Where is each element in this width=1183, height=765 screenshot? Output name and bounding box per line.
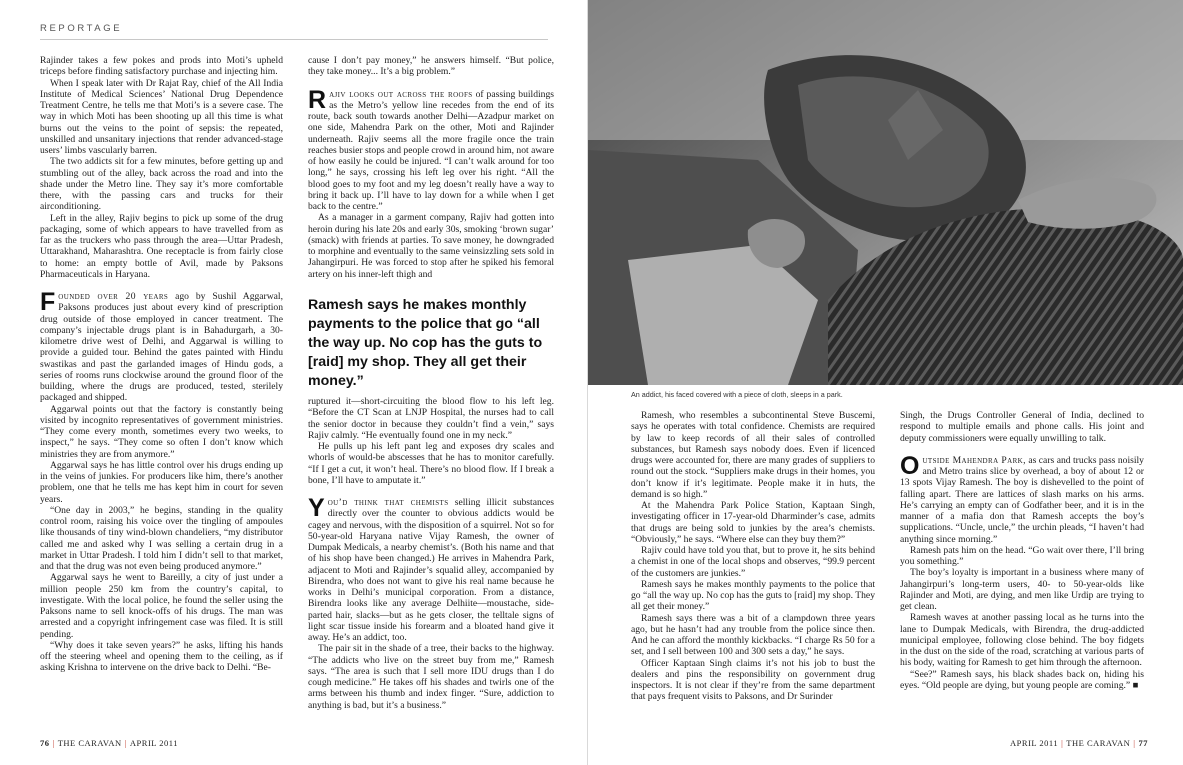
page-number: 76	[40, 738, 50, 748]
article-column-1	[40, 55, 283, 750]
paragraph: Ramesh says there was a bit of a clampdown three years ago, but he hasn’t had any trouble from the police since then. And he can afford the monthly kickbacks. “I charge Rs 50 for a set, and I sell between 100 and 300 sets a day,” he says.	[631, 612, 875, 658]
paragraph-body: “See?” Ramesh says, his black shades back on, hiding his eyes. “Old people are dying, but young people are coming.”	[900, 668, 1144, 691]
paragraph: The pair sit in the shade of a tree, their backs to the highway. “The addicts who live on the street buy from me,” Ramesh says. “The area is such that I sell more IDU drugs than I do cough medicine.” He takes off his shades and twirls one of the arms between his thumb and index finger. “Sure, addiction to anything is bad, but it’s a business.”	[308, 643, 554, 711]
paragraph: He pulls up his left pant leg and exposes dry scales and whorls of would-be abscesses that he has to monitor carefully. “If I get a cut, it won’t heal. There’s no blood flow. If I break a bone, I’ll have to amputate it.”	[308, 441, 554, 486]
paragraph: The boy’s loyalty is important in a business where many of Jahangirpuri’s long-term users, 40- to 50-year-olds like Rajinder and Moti, are dying, and men like Urdip are trying to get clean.	[900, 567, 1144, 612]
article-column-3	[631, 410, 875, 730]
paragraph: Aggarwal says he went to Bareilly, a city of just under a million people 250 km from the country’s capital, to investigate. With the local police, he found the seller using the Paksons name to sell knock-offs of his drugs. The man was arrested and a copyright infringement case was filed. It is still pending.	[40, 572, 283, 640]
end-mark-icon: ■	[1132, 679, 1139, 691]
folio-separator: |	[1133, 738, 1136, 748]
paragraph: Aggarwal says he has little control over his drugs ending up in the veins of junkies. For producers like him, there’s another problem, one that he tells me has kept him in court for seven years.	[40, 459, 283, 505]
folio-separator: |	[124, 738, 127, 748]
drop-cap: F	[40, 288, 56, 316]
paragraph-body: of passing buildings as the Metro’s yellow line recedes from the end of its route, back south towards another Delhi—Azadpur market on one side, Mahendra Park on the other, Moti and Rajinder underneath. Rajiv seems all the more fragile once the train reaches busier stops and people crowd in around him, not aware of how easily he could be injured. “I can’t walk around for too long,” he says, crossing his left leg over his right. “All the blood goes to my foot and my leg doesn’t really have a way to bring it back up. I’ll have to lay down for a while when I get back to the centre.”	[308, 88, 554, 212]
issue-date: APRIL 2011	[1010, 738, 1059, 748]
drop-cap: O	[900, 451, 920, 480]
magazine-name: THE CARAVAN	[1066, 738, 1131, 748]
page-folio-left	[40, 738, 178, 748]
paragraph: Officer Kaptaan Singh claims it’s not his job to bust the dealers and pins the responsibility on government drug inspectors. It is not clear if they’re from the same department that pays frequent visits to Paksons, and Dr Surinder	[631, 657, 875, 703]
paragraph: Ramesh pats him on the head. “Go wait over there, I’ll bring you something.”	[900, 544, 1144, 567]
lead-in: ou’d think that chemists	[327, 497, 449, 508]
page-number: 77	[1138, 738, 1148, 748]
paragraph: When I speak later with Dr Rajat Ray, chief of the All India Institute of Medical Sciences’ National Drug Dependence Treatment Centre, he tells me that Moti’s is a severe case. The way in which Moti has been shooting up all this time is what burns out the veins to the point of sepsis: the repeated, unskilled and unsanitary injections that render advanced-stage users’ limbs vascularly barren.	[40, 77, 283, 156]
section-paragraph	[40, 288, 283, 404]
paragraph-body: selling illicit substances directly over the counter to obvious addicts would be cagey and nervous, with the disposition of a squirrel. Not so for 50-year-old Haryana native Vijay Ramesh, the owner of Dumpak Medicals, a nearby chemist’s. (Both his name and that of his shop have been changed.) He arrives in Mahendra Park, adjacent to Moti and Rajinder’s squalid alley, accompanied by Birendra, who does not want to give his real name because he works in Delhi’s municipal corporation. From a distance, Birendra looks like any average Delhiite—moustache, side-parted hair, slacks—but as he gets closer, the telltale signs of light scar tissue inside his forearm and a bloated hand give it away. He’s an addict, too.	[308, 497, 554, 643]
article-column-4	[900, 410, 1144, 730]
paragraph: ruptured it—short-circuiting the blood flow to his left leg. “Before the CT Scan at LNJP Hospital, the nurses had to call the senior doctor in because they couldn’t find a vein,” says Rajiv calmly. “He eventually found one in my neck.”	[308, 396, 554, 441]
paragraph: Rajiv could have told you that, but to prove it, he sits behind a chemist in one of the local shops and observes, “99.9 percent of the customers are junkies.”	[631, 545, 875, 579]
section-label: REPORTAGE	[40, 23, 123, 34]
issue-date: APRIL 2011	[129, 738, 178, 748]
left-page	[0, 0, 588, 765]
paragraph: Singh, the Drugs Controller General of India, declined to respond to multiple emails and phone calls. His joint and deputy commissioners were equally unwilling to talk.	[900, 410, 1144, 444]
paragraph: Aggarwal points out that the factory is constantly being visited by incognito representatives of government ministries. “They come every month, sometimes every two weeks, to inspect,” he says. “They come so often I don’t know which ministries they are from anymore.”	[40, 403, 283, 460]
lead-in: ounded over 20 years	[58, 291, 169, 302]
folio-separator: |	[1061, 738, 1064, 748]
section-rule	[40, 39, 548, 40]
drop-cap: R	[308, 85, 327, 114]
article-column-2-bottom	[308, 396, 554, 750]
paragraph: Ramesh, who resembles a subcontinental Steve Buscemi, says he operates with total confidence. Chemists are required by law to keep records of all their sales of controlled substances, but Ramesh says nobody does. Even if licenced drugs were accounted for, there are many grades of suppliers to round out the stock. “Suppliers make drugs in their homes, you don’t know if it’s legitimate. People make it in huts, the demand is so high.”	[631, 410, 875, 500]
paragraph-body: ago by Sushil Aggarwal, Paksons produces just about every kind of prescription drug outside of those employed in cancer treatment. The company’s injectable drugs plant is in Bahadurgarh, a 30-kilometre drive west of Delhi, and Aggarwal is willing to provide a guided tour. Behind the gates painted with Hindu swastikas and past the garlanded images of Hindu gods, a series of rooms runs clockwise around the ground floor of the building, where the drugs are produced, tested, sterilely packaged and shipped.	[40, 291, 283, 404]
section-paragraph	[308, 494, 554, 643]
paragraph: “Why does it take seven years?” he asks, lifting his hands off the steering wheel and opening them to the ceiling, as if asking Krishna to intervene on the drive back to Delhi. “Be-	[40, 639, 283, 674]
drop-cap: Y	[308, 494, 325, 522]
section-paragraph	[900, 451, 1144, 545]
folio-separator: |	[52, 738, 55, 748]
magazine-name: THE CARAVAN	[57, 738, 122, 748]
paragraph	[900, 669, 1144, 692]
addict-sleeping-photo	[588, 0, 1183, 385]
paragraph: The two addicts sit for a few minutes, before getting up and stumbling out of the alley, back across the road and into the shade under the Metro line. They say it’s more comfortable there, with the passing cars and trucks for their airconditioning.	[40, 156, 283, 213]
paragraph: cause I don’t pay money,” he answers himself. “But police, they take money... It’s a big problem.”	[308, 55, 554, 78]
paragraph: Rajinder takes a few pokes and prods into Moti’s upheld triceps before finding satisfactory purchase and injecting him.	[40, 55, 283, 78]
pull-quote: Ramesh says he makes monthly payments to the police that go “all the way up. No cop has the guts to [raid] my shop. They all get their money.”	[308, 297, 543, 389]
paragraph: Ramesh waves at another passing local as he turns into the lane to Dumpak Medicals, with Birendra, the drug-addicted municipal employee, following close behind. The boy fidgets in the dust on the side of the road, scratching at various parts of his body, waiting for Ramesh to get him through the afternoon.	[900, 612, 1144, 669]
section-paragraph	[308, 85, 554, 213]
paragraph: Left in the alley, Rajiv begins to pick up some of the drug packaging, some of which appears to have travelled from as far as the truckers who pass through the area—Uttar Pradesh, Uttarakhand, Maharashtra. One receptacle is from fairly close to home: an empty bottle of Avil, made by Paksons Pharmaceuticals in Haryana.	[40, 212, 283, 280]
right-page	[588, 0, 1183, 765]
page-folio-right	[1010, 738, 1148, 748]
paragraph: At the Mahendra Park Police Station, Kaptaan Singh, investigating officer in 17-year-old Dharminder’s case, admits that drugs are being sold to junkies by the area’s chemists. “Obviously,” he says. “Where else can they buy them?”	[631, 500, 875, 545]
lead-in: utside Mahendra Park,	[922, 454, 1026, 466]
photo-caption: An addict, his faced covered with a piece of cloth, sleeps in a park.	[631, 390, 843, 399]
paragraph: As a manager in a garment company, Rajiv had gotten into heroin during his late 20s and early 30s, smoking ‘brown sugar’ (smack) with friends at parties. To save money, he downgraded to morphine and eventually to the same veinsizzling sets sold in Jahangirpuri. He was forced to stop after he spiked his femoral artery on his inner-left thigh and	[308, 212, 554, 280]
paragraph: Ramesh says he makes monthly payments to the police that go “all the way up. No cop has the guts to [raid] my shop. They all get their money.”	[631, 578, 875, 613]
photo-illustration	[588, 0, 1183, 385]
lead-in: ajiv looks out across the roofs	[329, 88, 473, 100]
paragraph: “One day in 2003,” he begins, standing in the quality control room, raising his voice over the tingling of ampoules like thousands of tiny wind-blown chandeliers, “my distributor called me and asked why I was selling a certain drug in a market in Uttar Pradesh. I told him I didn’t sell to that market, and that the drug was not even being produced anymore.”	[40, 504, 283, 572]
paragraph-body: as cars and trucks pass noisily and Metro trains slice by overhead, a boy of about 12 or 13 spots Vijay Ramesh. The boy is dishevelled to the point of falling apart. There are lattices of slash marks on his arms. He’s carrying an empty can of Godfather beer, and it is in the manner of a mafia don that Ramesh accepts the boy’s supplications. “Uncle, uncle,” the urchin pleads, “I haven’t had anything since morning.”	[900, 454, 1144, 545]
article-column-2-top	[308, 55, 554, 290]
